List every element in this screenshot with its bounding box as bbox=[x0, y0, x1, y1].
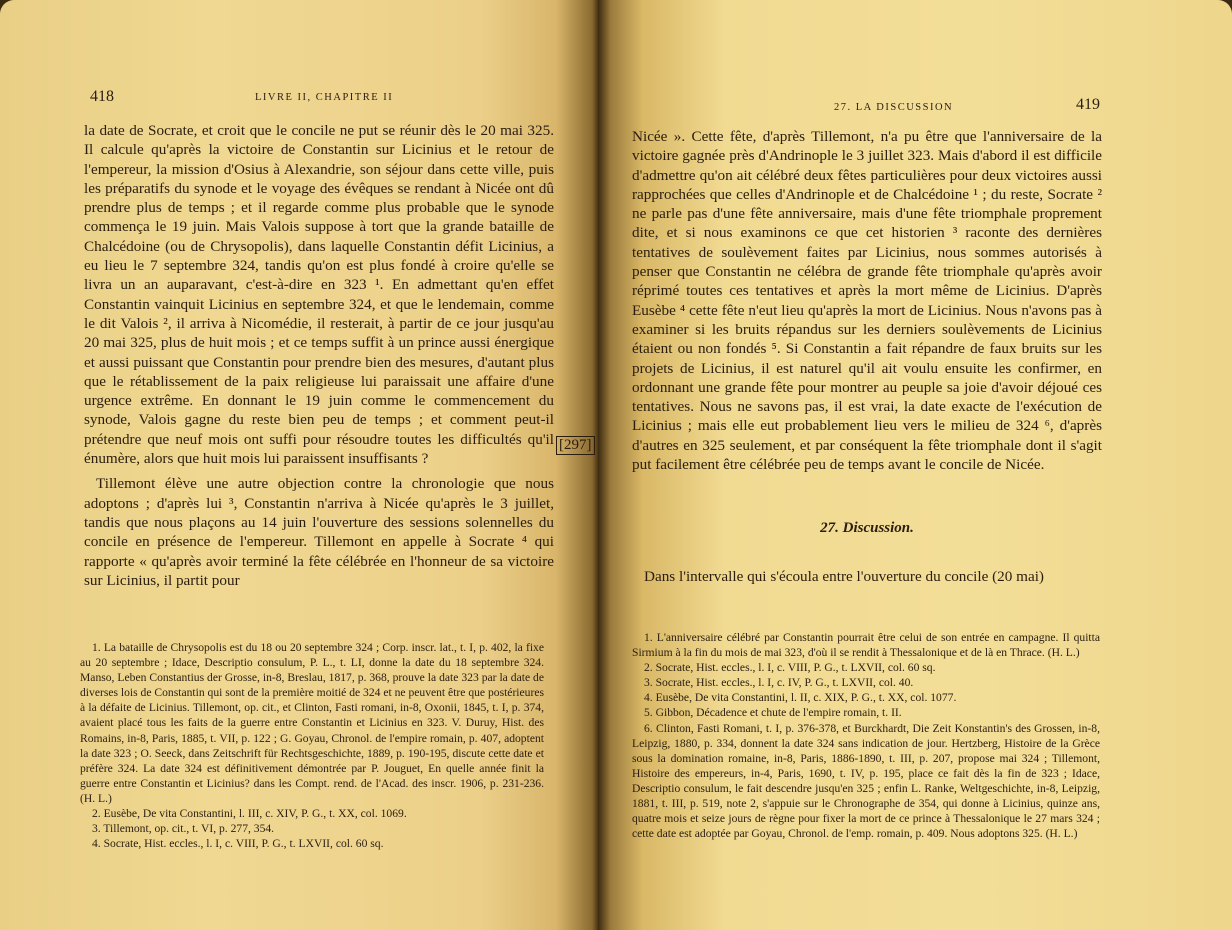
right-footnote-1: 1. L'anniversaire célébré par Constantin pourrait être celui de son entrée en campagne. Il quitta Sirmium à la fin du mois de mai 323, d'où il se rendit à Thessalonique et de là en Thrace. (H. L.) bbox=[632, 631, 1100, 660]
right-footnote-3: 3. Socrate, Hist. eccles., l. I, c. IV, P. G., t. LXVII, col. 40. bbox=[644, 676, 914, 690]
right-footnote-4: 4. Eusèbe, De vita Constantini, l. II, c. XIX, P. G., t. XX, col. 1077. bbox=[644, 691, 957, 705]
left-paragraph-2: Tillemont élève une autre objection contre la chronologie que nous adoptons ; d'après lui ³, Constantin n'arriva à Nicée qu'après le 3 juillet, tandis que nous plaçons au 14 juin l'ouverture des sessions solennelles du concile en présence de l'empereur. Tillemont en appelle à Socrate ⁴ qui rapporte « qu'après avoir terminé la fête célébrée en l'honneur de sa victoire sur Licinius, il partit pour bbox=[84, 475, 554, 589]
left-footnotes bbox=[80, 640, 544, 851]
margin-page-marker: [297] bbox=[556, 436, 595, 455]
right-page-header bbox=[598, 88, 1232, 113]
section-first-line: Dans l'intervalle qui s'écoula entre l'ouverture du concile (20 mai) bbox=[644, 568, 1044, 586]
left-page-header bbox=[0, 88, 598, 110]
right-page-number: 419 bbox=[1076, 96, 1100, 113]
left-body bbox=[84, 121, 554, 590]
left-running-head: LIVRE II, CHAPITRE II bbox=[255, 92, 394, 103]
right-footnotes bbox=[632, 630, 1100, 841]
section-heading: 27. Discussion. bbox=[820, 520, 914, 537]
right-running-head: 27. LA DISCUSSION bbox=[834, 102, 954, 113]
left-footnote-1: 1. La bataille de Chrysopolis est du 18 ou 20 septembre 324 ; Corp. inscr. lat., t. I, p. 402, la fixe au 20 septembre ; Idace, Descriptio consulum, P. L., t. LI, donne la date du 18 septembre 324. Manso, Leben Constantius der Grosse, in-8, Breslau, 1817, p. 368, prouve la date 323 par la date de diverses lois de Constantin qui sont de la première moitié de 324 et ne peuvent être que postérieures à la défaite de Licinius. Tillemont, op. cit., et Clinton, Fasti romani, in-8, Oxonii, 1845, t. I, p. 374, avaient placé tous les faits de la guerre entre Constantin et Licinius en 323. V. Duruy, Hist. des Romains, in-8, Paris, 1885, t. VII, p. 122 ; G. Goyau, Chronol. de l'empire romain, p. 407, adoptent la date 323 ; O. Seeck, dans Zeitschrift für Rechtsgeschichte, 1889, p. 190-195, discute cette date et préfère 324. La date 324 est définitivement démontrée par P. Jouguet, En quelle année finit la guerre entre Constantin et Licinius? dans les Compt. rend. de l'Acad. des inscr. 1906, p. 231-236. (H. L.) bbox=[80, 641, 544, 805]
left-footnote-4: 4. Socrate, Hist. eccles., l. I, c. VIII, P. G., t. LXVII, col. 60 sq. bbox=[92, 837, 384, 851]
left-page-number: 418 bbox=[90, 88, 114, 105]
right-footnote-5: 5. Gibbon, Décadence et chute de l'empire romain, t. II. bbox=[644, 706, 902, 720]
left-footnote-3: 3. Tillemont, op. cit., t. VI, p. 277, 354. bbox=[92, 822, 275, 836]
left-footnote-2: 2. Eusèbe, De vita Constantini, l. III, c. XIV, P. G., t. XX, col. 1069. bbox=[92, 807, 407, 821]
left-paragraph-1: la date de Socrate, et croit que le concile ne put se réunir dès le 20 mai 325. Il calcule qu'après la victoire de Constantin sur Licinius et le retour de l'empereur, la mission d'Osius à Alexandrie, son séjour dans cette ville, puis les préparatifs du synode et le voyage des évêques se rendant à Nicée ont dû prendre plus de temps ; et il regarde comme plus probable que le synode commença le 19 juin. Mais Valois suppose à tort que la grande bataille de Chalcédoine (ou de Chrysopolis), dans laquelle Constantin défit Licinius, a eu lieu le 7 septembre 324, tandis qu'on est plus fondé à croire qu'elle se livra un an auparavant, c'est-à-dire en 323 ¹. En admettant qu'en effet Constantin vainquit Licinius en septembre 324, et que le lendemain, comme le dit Valois ², il arriva à Nicomédie, il resterait, à partir de ce jour jusqu'au 20 mai 325, plus de huit mois ; et ce temps suffit à un prince aussi énergique et aussi puissant que Constantin pour prendre bien des mesures, d'autant plus que le rétablissement de la paix religieuse lui paraissait une affaire d'une urgence extrême. En donnant le 19 juin comme le commencement du synode, Valois gagne du reste bien peu de temps ; et comment peut-il prétendre que neuf mois ont suffi pour résoudre toutes les difficultés qu'il énumère, alors que huit mois lui paraissent insuffisants ? bbox=[84, 122, 554, 468]
right-page bbox=[598, 0, 1232, 930]
right-footnote-6: 6. Clinton, Fasti Romani, t. I, p. 376-378, et Burckhardt, Die Zeit Konstantin's des Grossen, in-8, Leipzig, 1880, p. 334, donnent la date 324 sans indication de jour. Hertzberg, Histoire de la Grèce sous la domination romaine, in-8, Paris, 1886-1890, t. III, p. 207, propose mai 324 ; Tillemont, Histoire des empereurs, in-4, Paris, 1690, t. IV, p. 195, place ce fait dès la fin de 323 ; Idace, Descriptio consulum, le fait descendre jusqu'en 325 ; enfin L. Ranke, Weltgeschichte, in-8, Leipzig, 1881, t. III, p. 519, note 2, s'appuie sur le Chronographe de 354, qui donne à Licinius, quinze ans, quatre mois et seize jours de règne pour fixer la mort de ce prince à Thessalonique le 27 mars 324 ; cette date est adoptée par Goyau, Chronol. de l'emp. romain, p. 409. Nous adoptons 325. (H. L.) bbox=[632, 721, 1100, 841]
right-footnote-2: 2. Socrate, Hist. eccles., l. I, c. VIII, P. G., t. LXVII, col. 60 sq. bbox=[644, 661, 936, 675]
left-page bbox=[0, 0, 598, 930]
right-body bbox=[632, 127, 1102, 587]
right-paragraph-1: Nicée ». Cette fête, d'après Tillemont, n'a pu être que l'anniversaire de la victoire gagnée près d'Andrinople le 3 juillet 323. Mais d'abord il est difficile d'admettre qu'on ait célébré deux fêtes particulières pour deux victoires aussi rapprochées que celles d'Andrinople et de Chalcédoine ¹ ; du reste, Socrate ² ne parle pas d'une fête anniversaire, mais d'une fête triomphale proprement dite, et si nous examinons ce que cet historien ³ raconte des dernières tentatives de soulèvement faites par Licinius, nous sommes autorisés à penser que Constantin ne célébra de grande fête triomphale qu'après avoir réprimé toutes ces tentatives et après la mort même de Licinius. D'après Eusèbe ⁴ cette fête n'eut lieu qu'après la mort de Licinius. Nous n'avons pas à examiner si les bruits répandus sur les derniers soulèvements de Licinius étaient ou non fondés ⁵. Si Constantin a fait répandre de faux bruits sur les projets de Licinius, il est naturel qu'il ait voulu ensuite les confirmer, en ordonnant une grande fête pour montrer au peuple sa joie d'avoir déjoué ces tentatives. Nous ne savons pas, il est vrai, la date exacte de l'exécution de Licinius ; mais elle eut probablement lieu vers le milieu de 324 ⁶, d'après d'autres en 325 seulement, et par conséquent la fête triomphale dont il s'agit put facilement être célébrée peu de temps avant le concile de Nicée. bbox=[632, 128, 1102, 474]
